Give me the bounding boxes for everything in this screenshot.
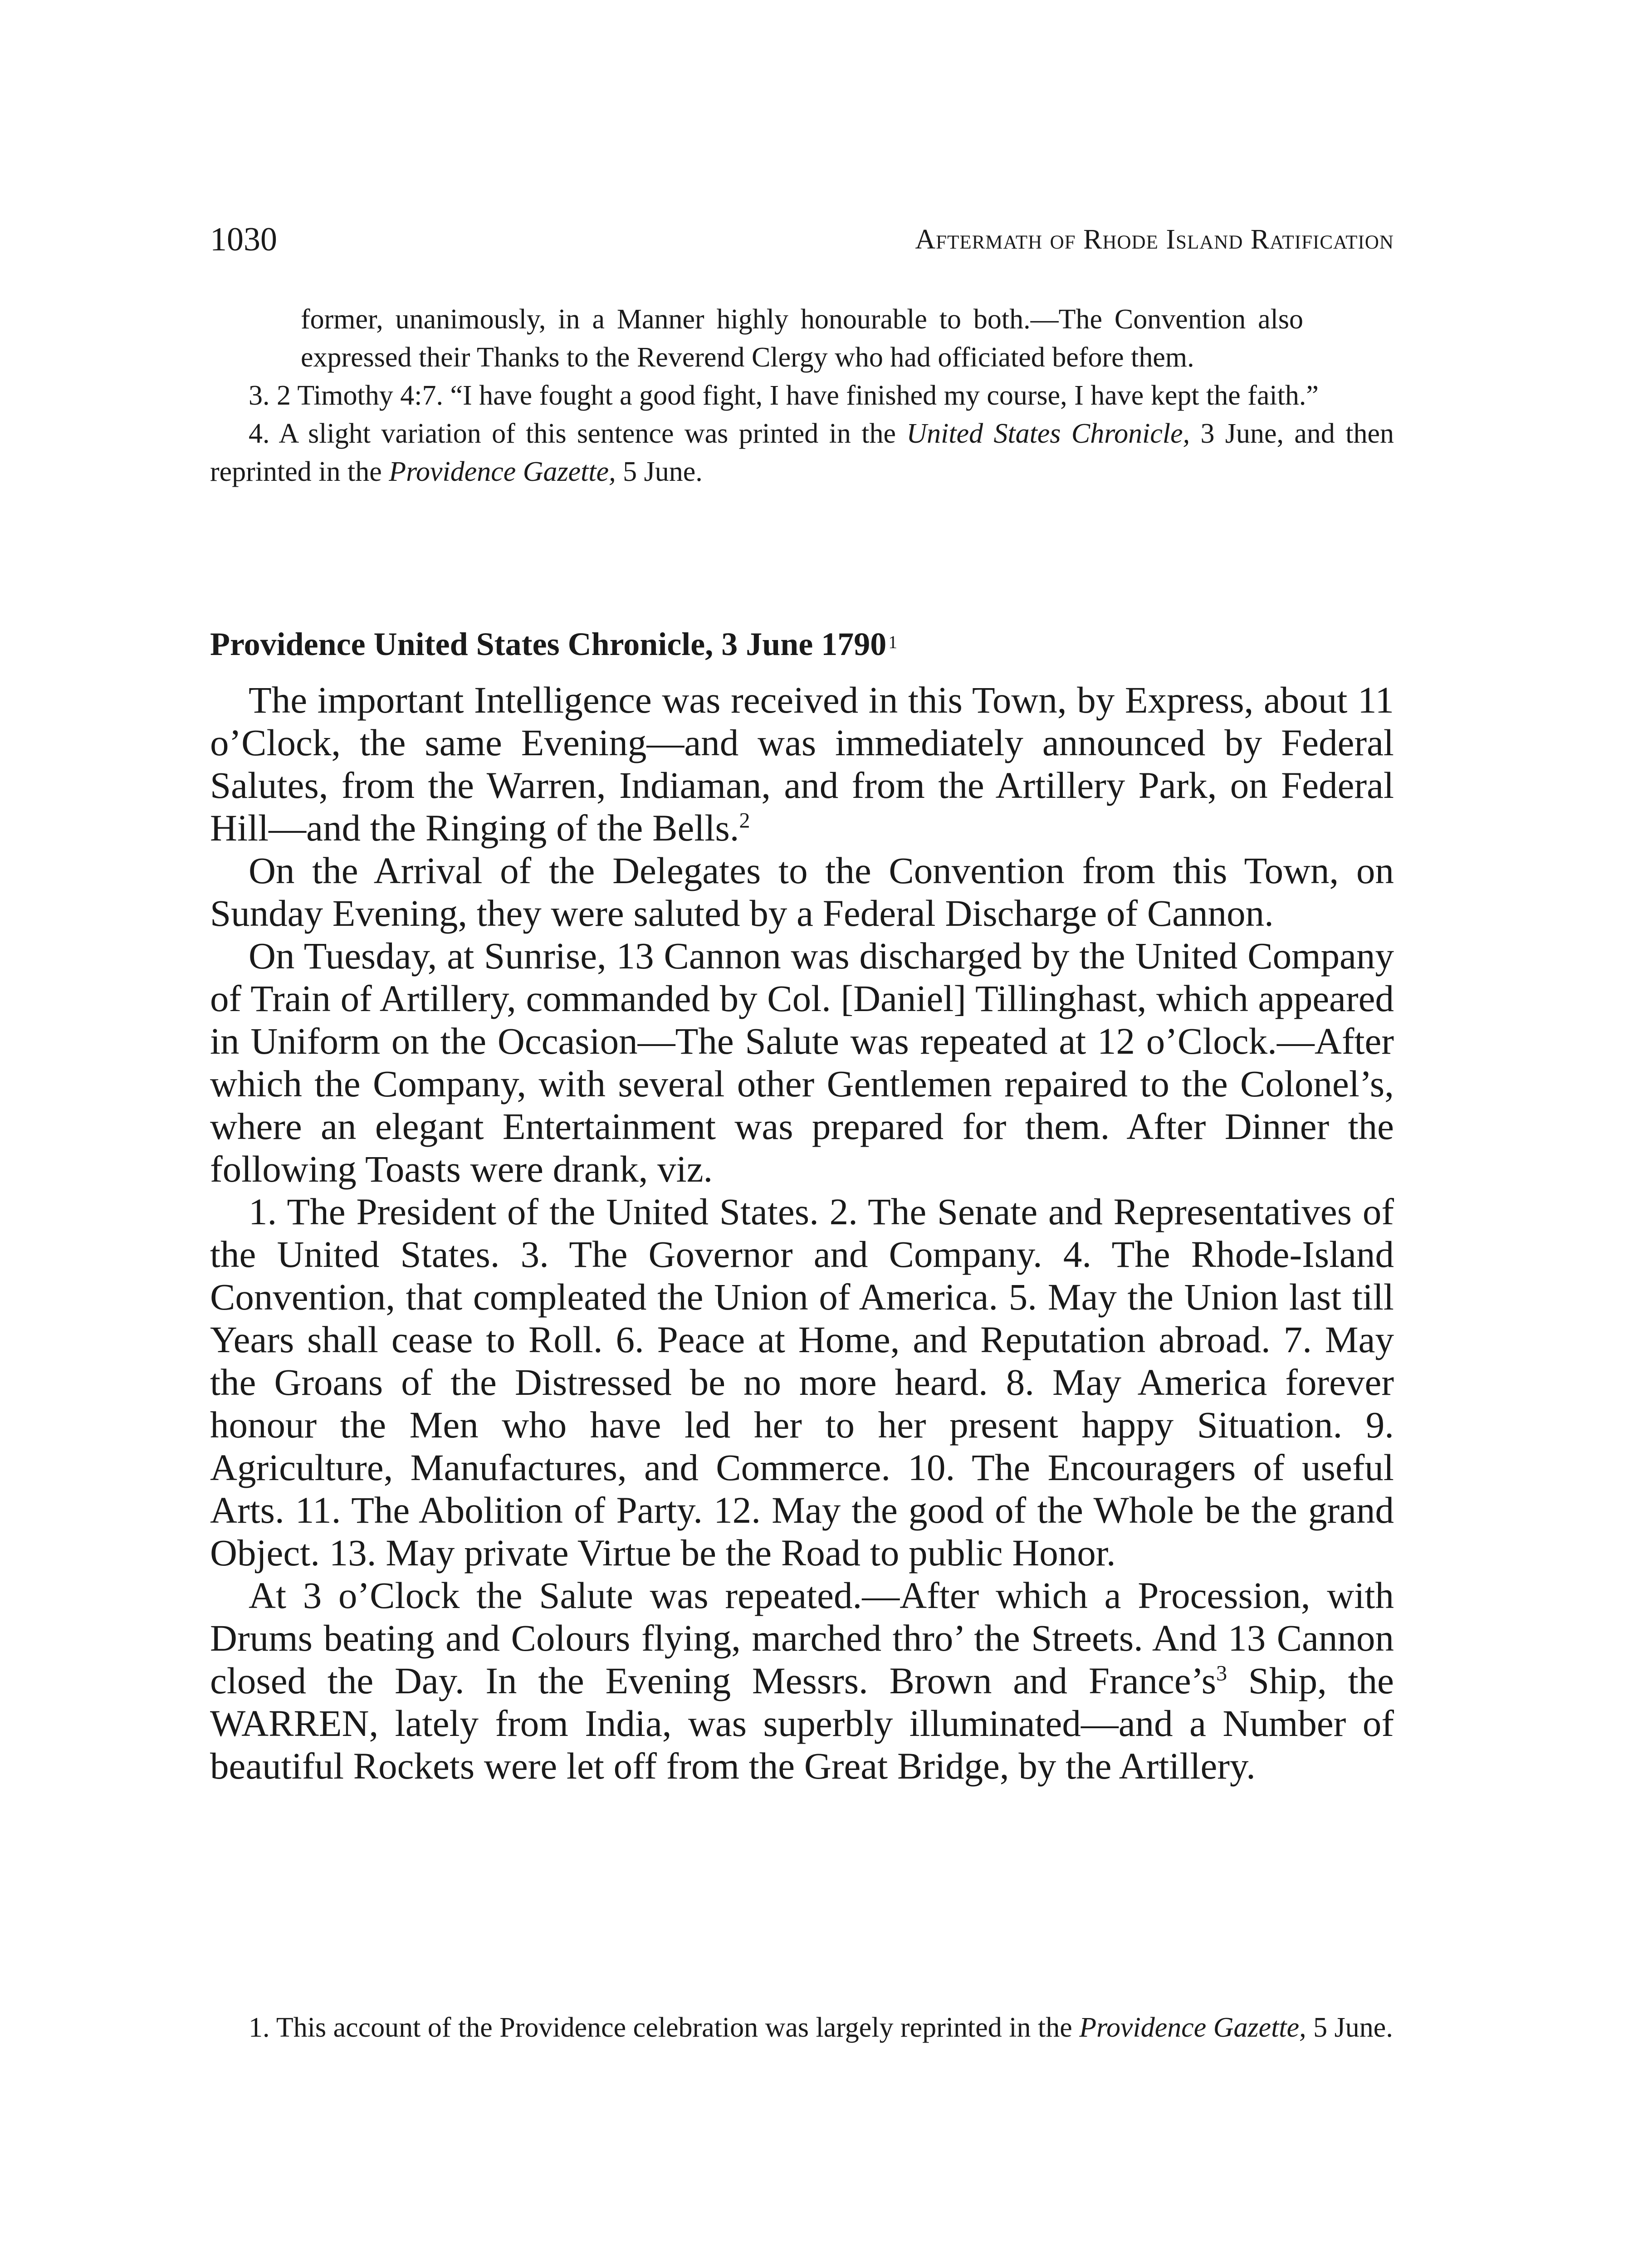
- footnote-1-text-b: 5 June.: [1306, 2012, 1393, 2043]
- article-heading-note-ref: 1: [888, 632, 898, 652]
- article-heading: [210, 621, 1394, 667]
- footnote-1-title-gazette: Providence Gazette,: [1079, 2012, 1306, 2043]
- running-head: [210, 217, 1394, 262]
- paragraph-2: On the Arrival of the Delegates to the Convention from this Town, on Sunday Evening, they were saluted by a Federal Discharge of Cannon.: [210, 850, 1394, 934]
- paragraph-5-note-ref: 3: [1216, 1661, 1227, 1686]
- paragraph-3: On Tuesday, at Sunrise, 13 Cannon was discharged by the United Company of Train of Artillery, commanded by Col. [Daniel] Tillinghast, which appeared in Uniform on the Occasion—The Salute was repeated at 12 o’Clock.—After which the Company, with several other Gentlemen repaired to the Colonel’s, where an elegant Entertainment was prepared for them. After Dinner the following Toasts were drank, viz.: [210, 935, 1394, 1190]
- note-3: 3. 2 Timothy 4:7. “I have fought a good fight, I have finished my course, I have kept the faith.”: [249, 380, 1319, 411]
- running-title: Aftermath of Rhode Island Ratification: [915, 224, 1394, 255]
- paragraph-5: [210, 1574, 1394, 1787]
- note-4-text-b: 3 June, and then reprinted in the: [210, 418, 1394, 487]
- article-heading-text: Providence United States Chronicle, 3 June 1790: [210, 626, 887, 662]
- note-4-text-a: 4. A slight variation of this sentence was printed in the: [249, 418, 907, 449]
- article-body: [210, 679, 1394, 1787]
- paragraph-toasts: 1. The President of the United States. 2. The Senate and Representatives of the United States. 3. The Governor and Company. 4. The Rhode-Island Convention, that compleated the Union of America. 5. May the Union last till Years shall cease to Roll. 6. Peace at Home, and Reputation abroad. 7. May the Groans of the Distressed be no more heard. 8. May America forever honour the Men who have led her to her present happy Situation. 9. Agriculture, Manufactures, and Commerce. 10. The Encouragers of useful Arts. 11. The Abolition of Party. 12. May the good of the Whole be the grand Object. 13. May private Virtue be the Road to public Honor.: [210, 1191, 1394, 1574]
- paragraph-1-text: The important Intelligence was received in this Town, by Express, about 11 o’Clock, the same Evening—and was immediately announced by Federal Salutes, from the Warren, Indiaman, and from the Artillery Park, on Federal Hill—and the Ringing of the Bells.: [210, 679, 1394, 849]
- paragraph-5-text-a: At 3 o’Clock the Salute was repeated.—After which a Procession, with Drums beating and Colours flying, marched thro’ the Streets. And 13 Cannon closed the Day. In the Evening Messrs. Brown and France’s: [210, 1574, 1394, 1701]
- paragraph-1-note-ref: 2: [739, 808, 750, 833]
- note-4-text-c: 5 June.: [616, 456, 703, 487]
- note-4: [210, 415, 1394, 491]
- note-4-title-chronicle: United States Chronicle,: [906, 418, 1190, 449]
- footnote-1: [210, 2009, 1394, 2047]
- note-continuation: former, unanimously, in a Manner highly honourable to both.—The Convention also expressed their Thanks to the Reverend Clergy who had officiated before them.: [301, 304, 1303, 373]
- paragraph-5-text-b: Ship, the WARREN, lately from India, was superbly illuminated—and a Number of beautiful Rockets were let off from the Great Bridge, by the Artillery.: [210, 1660, 1394, 1787]
- paragraph-1: [210, 679, 1394, 849]
- footnote-1-text-a: 1. This account of the Providence celebration was largely reprinted in the: [249, 2012, 1080, 2043]
- page-number: 1030: [210, 221, 277, 258]
- footnotes: [210, 2009, 1394, 2047]
- notes-continued: [210, 300, 1394, 491]
- note-4-title-gazette: Providence Gazette,: [389, 456, 616, 487]
